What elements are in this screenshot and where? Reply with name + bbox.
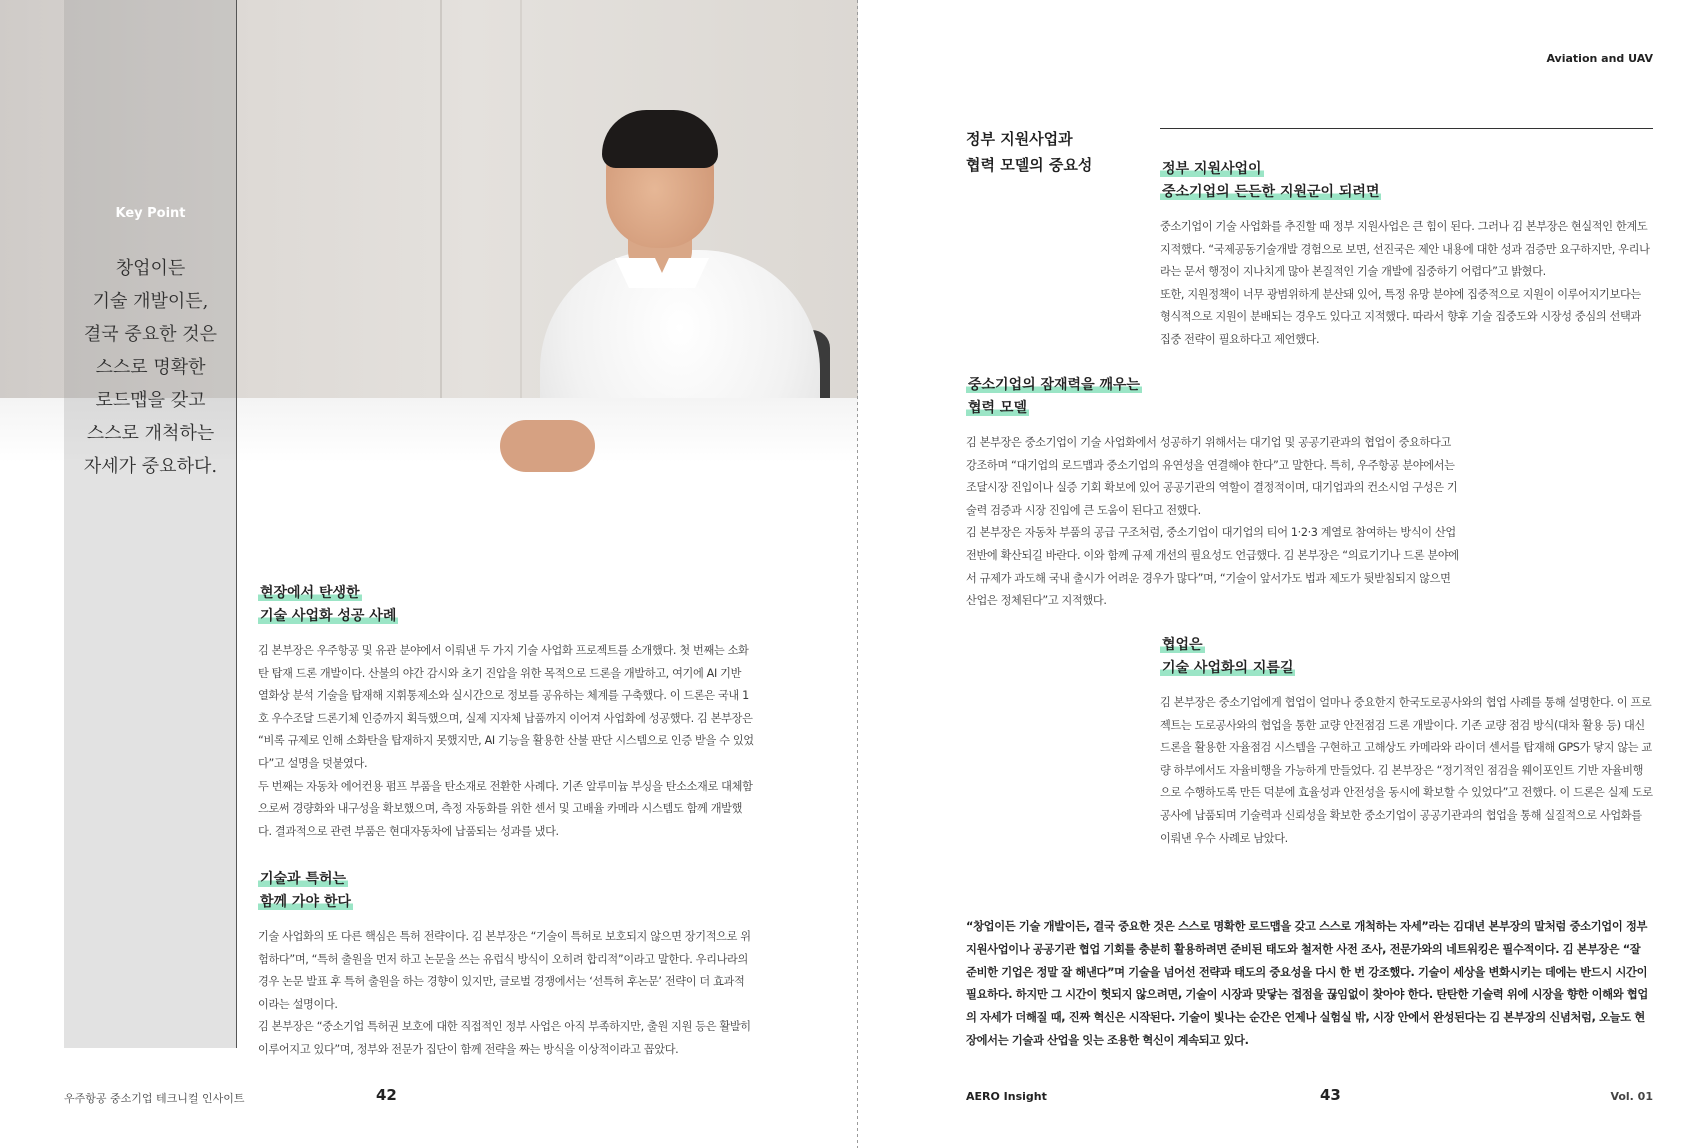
paragraph: 중소기업이 기술 사업화를 추진할 때 정부 지원사업은 큰 힘이 된다. 그러나 김 본부장은 현실적인 한계도 지적했다. “국제공동기술개발 경험으로 보면, 선진국은 제안 내용에 대한 성과 검증만 요구하지만, 우리나라는 문서 행정이 지나치게 많아 본질적인 기술 개발에 집중하기 어렵다”고 밝혔다. bbox=[1160, 220, 1650, 279]
footer-magazine-name: AERO Insight bbox=[966, 1090, 1047, 1103]
closing-paragraph-block bbox=[966, 916, 1653, 1053]
section-heading: 기술과 특허는 함께 가야 한다 bbox=[260, 871, 351, 910]
quote-line: 스스로 명확한 bbox=[95, 357, 206, 378]
article-section-title: 정부 지원사업과 협력 모델의 중요성 bbox=[966, 130, 1093, 174]
key-point-quote bbox=[64, 252, 237, 483]
paragraph: 김 본부장은 자동차 부품의 공급 구조처럼, 중소기업이 대기업의 티어 1·2·3 계열로 참여하는 방식이 산업 전반에 확산되길 바란다. 이와 함께 규제 개선의 필요성도 언급했다. 김 본부장은 “의료기기나 드론 분야에서 규제가 과도해 국내 출시가 어려운 경우가 많다”며, “기술이 앞서가도 법과 제도가 뒷받침되지 않으면 산업은 정체된다”고 지적했다. bbox=[966, 526, 1459, 608]
person-hands bbox=[500, 420, 595, 472]
section-heading: 정부 지원사업이 중소기업의 든든한 지원군이 되려면 bbox=[1162, 161, 1380, 200]
page-number: 42 bbox=[376, 1086, 397, 1104]
paragraph: 두 번째는 자동차 에어컨용 펌프 부품을 탄소재로 전환한 사례다. 기존 알루미늄 부싱을 탄소소재로 대체함으로써 경량화와 내구성을 확보했으며, 측정 자동화를 위한 센서 및 고배율 카메라 시스템도 함께 개발했다. 결과적으로 관련 부품은 현대자동차에 납품되는 성과를 냈다. bbox=[258, 779, 753, 838]
footer-volume: Vol. 01 bbox=[1610, 1090, 1653, 1103]
person-hair bbox=[602, 110, 718, 168]
section-heading: 중소기업의 잠재력을 깨우는 협력 모델 bbox=[968, 377, 1141, 416]
section-cooperation-model bbox=[966, 374, 1462, 613]
quote-line: 스스로 개척하는 bbox=[86, 423, 215, 444]
paragraph: 김 본부장은 중소기업에게 협업이 얼마나 중요한지 한국도로공사와의 협업 사례를 통해 설명한다. 이 프로젝트는 도로공사와의 협업을 통한 교량 안전점검 드론 개발이다. 기존 교량 점검 방식(대차 활용 등) 대신 드론을 활용한 자율점검 시스템을 구현하고 고해상도 카메라와 라이더 센서를 탑재해 GPS가 닿지 않는 교량 하부에서도 자율비행을 가능하게 만들었다. 김 본부장은 “정기적인 점검을 웨이포인트 기반 자율비행으로 수행하도록 만든 덕분에 효율성과 안전성을 동시에 확보할 수 있었다”고 전했다. 이 드론은 실제 도로공사에 납품되며 기술력과 신뢰성을 확보한 중소기업이 공공기관과의 협업을 통해 실질적으로 사업화를 이뤄낸 우수 사례로 남았다. bbox=[1160, 696, 1653, 845]
quote-line: 기술 개발이든, bbox=[92, 291, 209, 312]
footer-publication: 우주항공 중소기업 테크니컬 인사이트 bbox=[64, 1092, 245, 1105]
section-heading: 현장에서 탄생한 기술 사업화 성공 사례 bbox=[260, 585, 397, 624]
paragraph: 기술 사업화의 또 다른 핵심은 특허 전략이다. 김 본부장은 “기술이 특허로 보호되지 않으면 장기적으로 위험하다”며, “특허 출원을 먼저 하고 논문을 쓰는 유럽식 방식이 오히려 합리적”이라고 말한다. 우리나라의 경우 논문 발표 후 특허 출원을 하는 경향이 있지만, 글로벌 경쟁에서는 ‘선특허 후논문’ 전략이 더 효과적이라는 설명이다. bbox=[258, 930, 751, 1011]
section-patents bbox=[258, 868, 754, 1062]
paragraph: 김 본부장은 “중소기업 특허권 보호에 대한 직접적인 정부 사업은 아직 부족하지만, 출원 지원 등은 활발히 이루어지고 있다”며, 정부와 전문가 집단이 함께 전략을 짜는 방식을 이상적이라고 꼽았다. bbox=[258, 1020, 751, 1056]
key-point-divider bbox=[236, 0, 237, 1048]
paragraph: 또한, 지원정책이 너무 광범위하게 분산돼 있어, 특정 유망 분야에 집중적으로 지원이 이루어지기보다는 형식적으로 지원이 분배되는 경우도 있다고 지적했다. 따라서 향후 기술 집중도와 시장성 중심의 선택과 집중 전략이 필요하다고 제언했다. bbox=[1160, 287, 1641, 346]
section-body bbox=[1160, 216, 1653, 352]
paragraph: 김 본부장은 우주항공 및 유관 분야에서 이뤄낸 두 가지 기술 사업화 프로젝트를 소개했다. 첫 번째는 소화탄 탑재 드론 개발이다. 산불의 야간 감시와 초기 진압을 위한 목적으로 드론을 개발하고, 여기에 AI 기반 열화상 분석 기술을 탑재해 지휘통제소와 실시간으로 정보를 공유하는 체계를 구축했다. 이 드론은 국내 1호 우수조달 드론기체 인증까지 획득했으며, 실제 지자체 납품까지 이어져 사업화에 성공했다. 김 본부장은 “비록 규제로 인해 소화탄을 탑재하지 못했지만, AI 기능을 활용한 산불 판단 시스템으로 인증 받을 수 있었다”고 설명을 덧붙였다. bbox=[258, 644, 754, 770]
section-body bbox=[258, 640, 754, 843]
paragraph: 김 본부장은 중소기업이 기술 사업화에서 성공하기 위해서는 대기업 및 공공기관과의 협업이 중요하다고 강조하며 “대기업의 로드맵과 중소기업의 유연성을 연결해야 한다”고 말한다. 특히, 우주항공 분야에서는 조달시장 진입이나 실증 기회 확보에 있어 공공기관의 역할이 결정적이며, 대기업과의 컨소시엄 구성은 기술력 검증과 시장 진입에 큰 도움이 된다고 전했다. bbox=[966, 436, 1458, 517]
section-success-cases bbox=[258, 582, 754, 843]
quote-line: 창업이든 bbox=[115, 258, 186, 279]
quote-line: 자세가 중요하다. bbox=[83, 456, 218, 477]
section-body bbox=[1160, 692, 1653, 850]
section-collaboration bbox=[1160, 634, 1653, 850]
page-number: 43 bbox=[1320, 1086, 1341, 1104]
top-rule bbox=[1160, 128, 1653, 129]
quote-line: 로드맵을 갖고 bbox=[95, 390, 206, 411]
quote-line: 결국 중요한 것은 bbox=[83, 324, 218, 345]
section-government-support bbox=[1160, 158, 1653, 352]
section-heading: 협업은 기술 사업화의 지름길 bbox=[1162, 637, 1294, 676]
section-body bbox=[258, 926, 754, 1062]
page-gutter bbox=[857, 0, 858, 1148]
key-point-label: Key Point bbox=[115, 206, 186, 221]
closing-paragraph: “창업이든 기술 개발이든, 결국 중요한 것은 스스로 명확한 로드맵을 갖고 스스로 개척하는 자세”라는 김대년 본부장의 말처럼 중소기업이 정부 지원사업이나 공공기관 협업 기회를 충분히 활용하려면 준비된 태도와 철저한 사전 조사, 전문가와의 네트워킹은 필수적이다. 김 본부장은 “잘 준비한 기업은 정말 잘 해낸다”며 기술을 넘어선 전략과 태도의 중요성을 다시 한 번 강조했다. 기술이 세상을 변화시키는 데에는 반드시 시간이 필요하다. 하지만 그 시간이 헛되지 않으려면, 기술이 시장과 맞닿는 접점을 끊임없이 찾아야 한다. 탄탄한 기술력 위에 시장을 향한 이해와 협업의 자세가 더해질 때, 진짜 혁신은 시작된다. 기술이 빛나는 순간은 언제나 실험실 밖, 시장 안에서 완성된다는 김 본부장의 신념처럼, 오늘도 현장에서는 기술과 산업을 잇는 조용한 혁신이 계속되고 있다. bbox=[966, 920, 1648, 1047]
key-point-panel bbox=[64, 0, 237, 1048]
section-body bbox=[966, 432, 1462, 613]
section-header-label: Aviation and UAV bbox=[1546, 52, 1653, 65]
